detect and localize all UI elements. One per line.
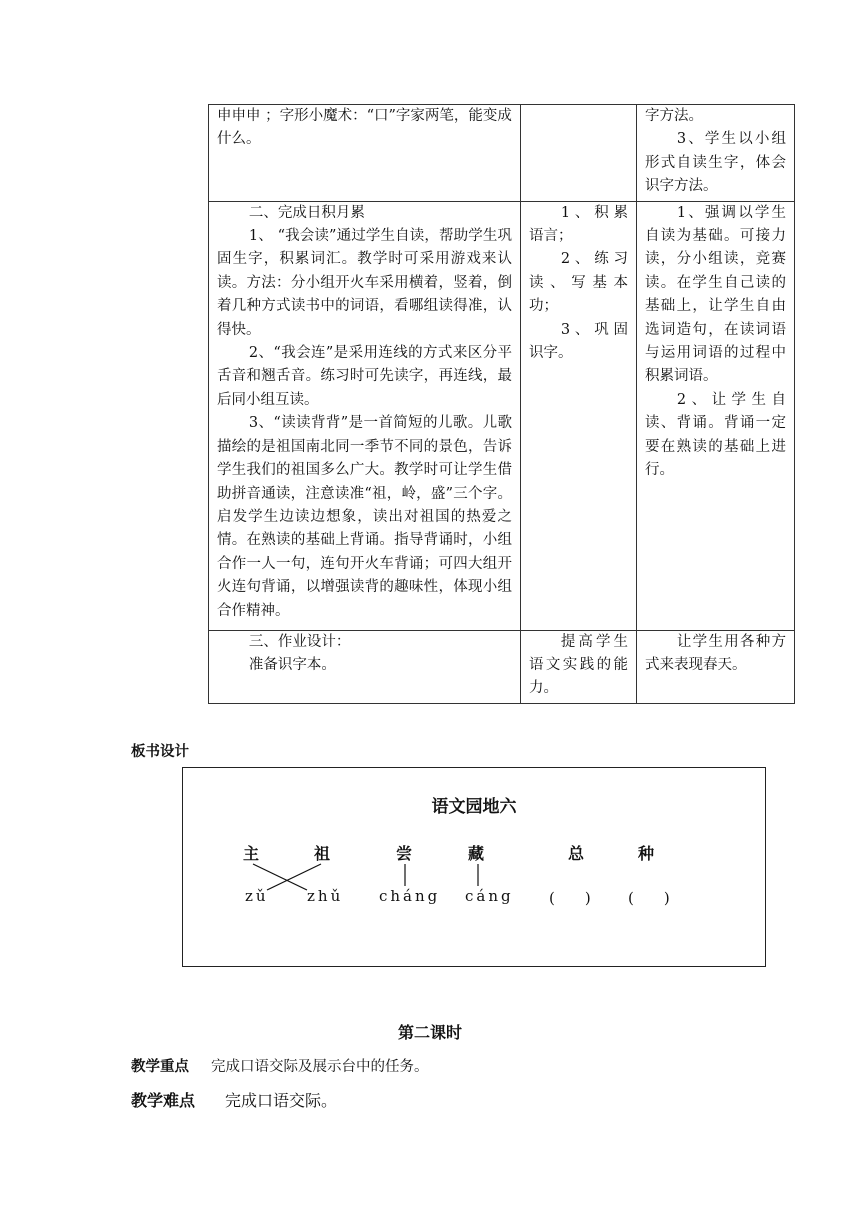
cell-text: 3、学生以小组形式自读生字，体会识字方法。 bbox=[645, 131, 786, 195]
cell-text: 字方法。 bbox=[645, 108, 703, 124]
table-row bbox=[209, 630, 795, 703]
focus-text: 完成口语交际及展示台中的任务。 bbox=[211, 1059, 429, 1075]
cell-text: 1、积累语言； bbox=[529, 204, 628, 245]
cell-text: 3、“读读背背”是一首简短的儿歌。儿歌描绘的是祖国南北同一季节不同的景色，告诉学生我们的祖国多么广大。教学时可让学生借助拼音通读，注意读准“祖，岭，盛”三个字。启发学生边读边想象，读出对祖国的热爱之情。在熟读的基础上背诵。指导背诵时，小组合作一人一句，连句开火车背诵；可四大组开火连句背诵，以增强读背的趣味性，体现小组合作精神。 bbox=[217, 415, 512, 619]
table-row bbox=[209, 105, 795, 202]
table-cell bbox=[637, 201, 795, 630]
board-title: 语文园地六 bbox=[431, 797, 517, 817]
table-cell bbox=[637, 630, 795, 703]
table-cell bbox=[209, 201, 521, 630]
cell-text: 让学生用各种方式来表现春天。 bbox=[645, 633, 786, 674]
blank-parentheses: ( ) bbox=[628, 889, 670, 907]
cell-text: 2、让学生自读、背诵。背诵一定要在熟读的基础上进行。 bbox=[645, 391, 786, 479]
focus-label: 教学重点 bbox=[131, 1059, 189, 1075]
difficulty-label: 教学难点 bbox=[131, 1091, 196, 1110]
hanzi-char: 尝 bbox=[396, 844, 413, 863]
table-row bbox=[209, 201, 795, 630]
cell-text: 准备识字本。 bbox=[248, 657, 336, 674]
teaching-difficulty bbox=[131, 1088, 337, 1111]
teaching-focus bbox=[131, 1055, 429, 1076]
table-cell bbox=[521, 630, 637, 703]
lesson-plan-table bbox=[208, 104, 795, 704]
blank-parentheses: ( ) bbox=[549, 889, 591, 907]
table-cell bbox=[521, 201, 637, 630]
cell-text: 提高学生语文实践的能力。 bbox=[529, 633, 628, 697]
hanzi-char: 藏 bbox=[468, 844, 485, 863]
table-cell bbox=[209, 630, 521, 703]
cell-text: 1、 “我会读”通过学生自读，帮助学生巩固生字，积累词汇。教学时可采用游戏来认读。方法：分小组开火车采用横着，竖着，倒着几种方式读书中的词语，看哪组读得准，认得快。 bbox=[217, 228, 512, 338]
lesson-heading: 第二课时 bbox=[397, 1023, 462, 1042]
table-cell bbox=[521, 105, 637, 202]
board-design-label: 板书设计 bbox=[131, 744, 189, 760]
hanzi-char: 种 bbox=[638, 844, 655, 863]
pinyin: zǔ bbox=[245, 887, 269, 905]
cell-text: 申申申 ；字形小魔术：“口”字家两笔，能变成什么。 bbox=[217, 108, 512, 148]
difficulty-text: 完成口语交际。 bbox=[225, 1091, 338, 1110]
hanzi-char: 总 bbox=[568, 844, 585, 863]
section-heading: 三、作业设计： bbox=[248, 633, 351, 650]
hanzi-char: 祖 bbox=[314, 844, 331, 863]
cell-text: 2、“我会连”是采用连线的方式来区分平舌音和翘舌音。练习时可先读字，再连线，最后同小组互读。 bbox=[217, 345, 512, 408]
cell-text: 2、练习读、写基本功； bbox=[529, 251, 628, 315]
blackboard-design bbox=[182, 767, 766, 967]
cell-text: 1、强调以学生自读为基础。可接力读，分小组读，竞赛读。在学生自己读的基础上，让学生自由选词造句，在读词语与运用词语的过程中积累词语。 bbox=[645, 204, 786, 385]
pinyin: cáng bbox=[465, 887, 514, 905]
table-cell bbox=[637, 105, 795, 202]
pinyin: zhǔ bbox=[307, 887, 344, 905]
cell-text: 3、巩固识字。 bbox=[529, 321, 628, 362]
pinyin: cháng bbox=[379, 887, 441, 905]
hanzi-char: 主 bbox=[243, 844, 260, 863]
section-heading: 二、完成日积月累 bbox=[248, 204, 365, 221]
table-cell bbox=[209, 105, 521, 202]
